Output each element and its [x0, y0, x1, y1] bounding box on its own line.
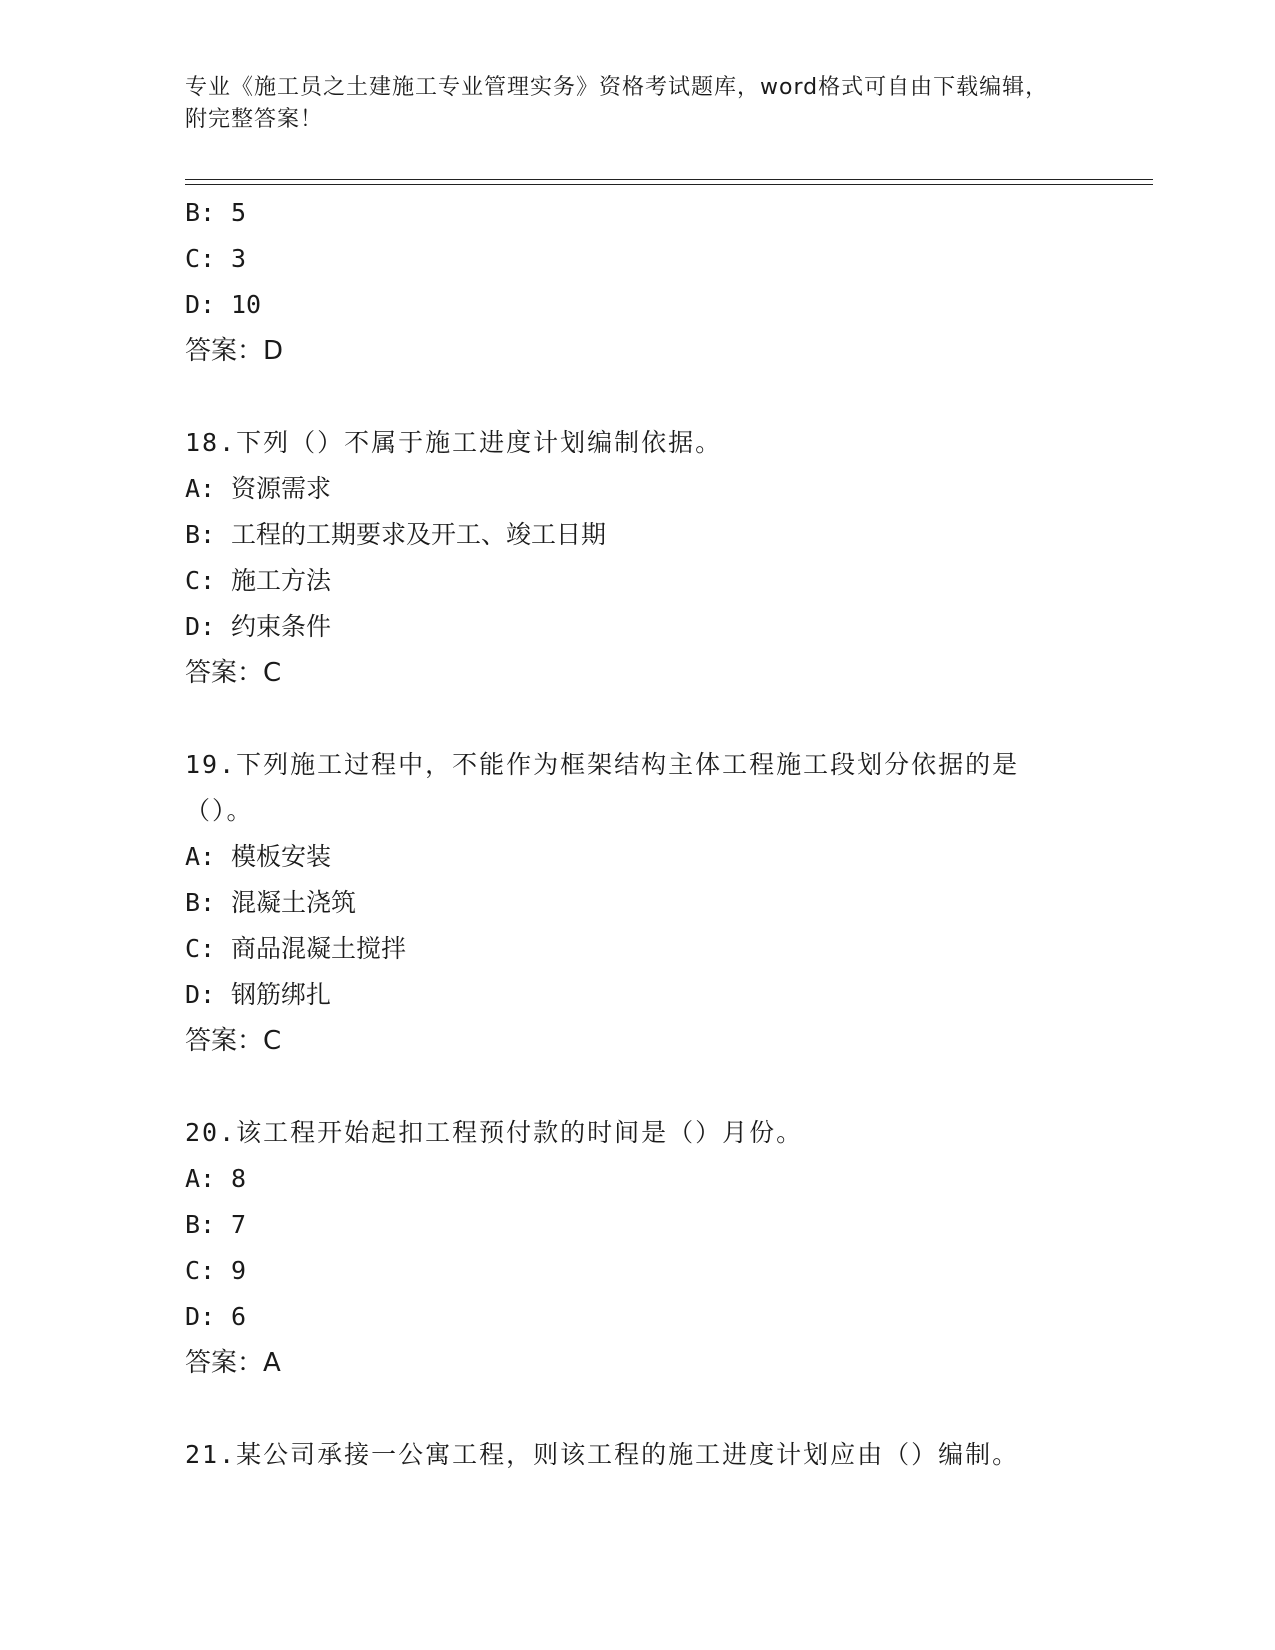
option-b: B: 工程的工期要求及开工、竣工日期 [185, 520, 607, 549]
option-a: A: 8 [185, 1164, 247, 1193]
spacer [185, 1064, 1085, 1110]
option-b: B: 5 [185, 198, 247, 227]
header-rule-top [185, 179, 1153, 180]
question-block-20 [185, 1110, 1085, 1386]
option-c: C: 9 [185, 1256, 247, 1285]
question-block-17-continued [185, 190, 1085, 374]
option-d: D: 钢筋绑扎 [185, 980, 332, 1009]
spacer [185, 374, 1085, 420]
option-a: A: 模板安装 [185, 842, 332, 871]
answer-line: 答案：A [185, 1348, 281, 1378]
question-list [185, 190, 1085, 1478]
spacer [185, 1386, 1085, 1432]
option-d: D: 约束条件 [185, 612, 332, 641]
option-a: A: 资源需求 [185, 474, 332, 503]
option-d: D: 6 [185, 1302, 247, 1331]
answer-line: 答案：D [185, 336, 284, 366]
question-stem: 18.下列（）不属于施工进度计划编制依据。 [185, 428, 723, 457]
option-c: C: 施工方法 [185, 566, 332, 595]
answer-line: 答案：C [185, 658, 282, 688]
document-header: 专业《施工员之土建施工专业管理实务》资格考试题库，word格式可自由下载编辑，附完整答案！ [185, 75, 1049, 132]
answer-line: 答案：C [185, 1026, 282, 1056]
question-block-18 [185, 420, 1085, 696]
question-stem: 19.下列施工过程中，不能作为框架结构主体工程施工段划分依据的是（）。 [185, 750, 1020, 825]
option-b: B: 混凝土浇筑 [185, 888, 357, 917]
spacer [185, 696, 1085, 742]
question-block-21 [185, 1432, 1085, 1478]
option-d: D: 10 [185, 290, 262, 319]
option-c: C: 3 [185, 244, 247, 273]
option-c: C: 商品混凝土搅拌 [185, 934, 407, 963]
header-rule-bottom [185, 184, 1153, 185]
question-stem: 20.该工程开始起扣工程预付款的时间是（）月份。 [185, 1118, 804, 1147]
option-b: B: 7 [185, 1210, 247, 1239]
question-stem: 21.某公司承接一公寓工程，则该工程的施工进度计划应由（）编制。 [185, 1440, 1020, 1469]
question-block-19 [185, 742, 1085, 1064]
